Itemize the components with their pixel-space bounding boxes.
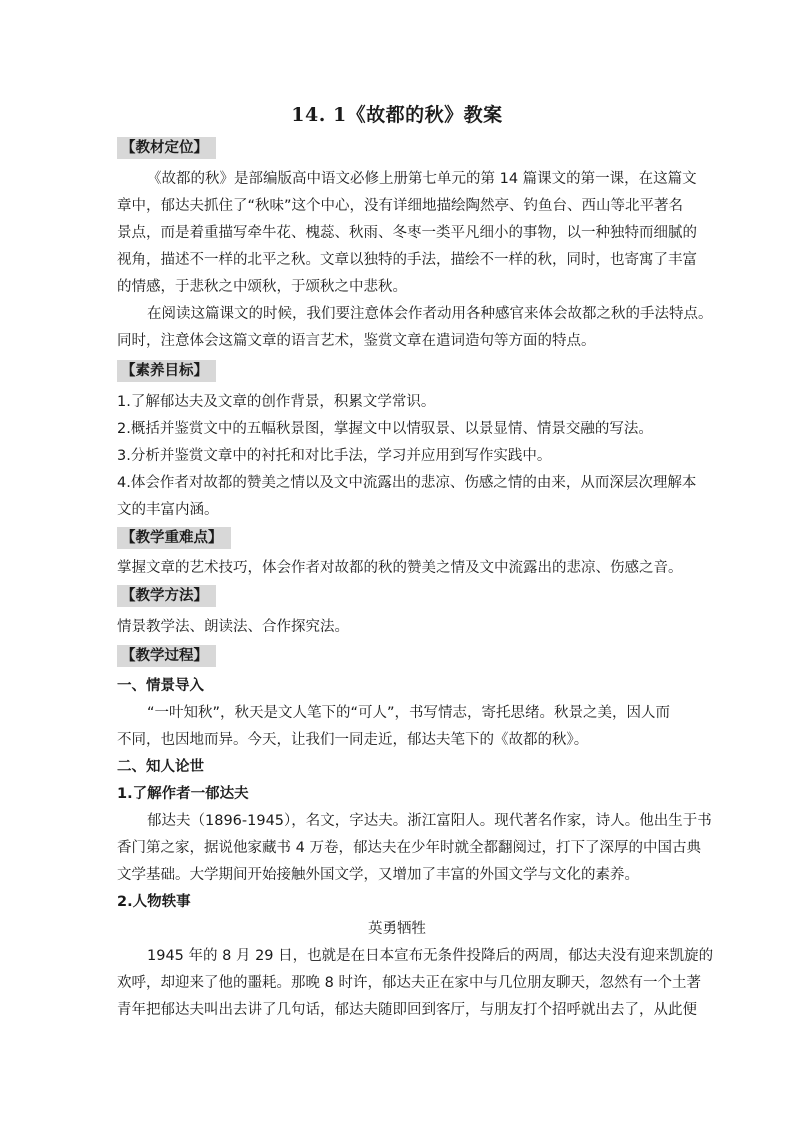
goal-item: 文的丰富内涵。 [117,502,219,518]
paragraph-line: 欢呼，却迎来了他的噩耗。那晚 8 时许，郁达夫正在家中与几位朋友聊天，忽然有一个土著 [117,975,701,991]
section-heading-process: 【教学过程】 [117,645,216,667]
paragraph-line: 郁达夫（1896-1945），名文，字达夫。浙江富阳人。现代著名作家，诗人。他出生于书 [147,813,712,829]
process-subheading-1: 1.了解作者一郁达夫 [117,786,249,802]
paragraph-line: 1945 年的 8 月 29 日，也就是在日本宣布无条件投降后的两周，郁达夫没有迎来凯旋的 [147,948,714,964]
story-title: 英勇牺牲 [368,921,426,937]
paragraph-line: 同时，注意体会这篇文章的语言艺术，鉴赏文章在遣词造句等方面的特点。 [117,333,596,349]
paragraph-line: “一叶知秋”，秋天是文人笔下的“可人”，书写情志，寄托思绪。秋景之美，因人而 [147,705,671,721]
section-heading-textbook: 【教材定位】 [117,137,216,159]
paragraph-line: 青年把郁达夫叫出去讲了几句话，郁达夫随即回到客厅，与朋友打个招呼就出去了，从此便 [117,1002,697,1018]
paragraph-line: 在阅读这篇课文的时候，我们要注意体会作者动用各种感官来体会故都之秋的手法特点。 [147,306,713,322]
paragraph-line: 视角，描述不一样的北平之秋。文章以独特的手法，描绘不一样的秋，同时，也寄寓了丰富 [117,252,697,268]
paragraph-line: 的情感，于悲秋之中颂秋，于颂秋之中悲秋。 [117,279,407,295]
paragraph-line: 文学基础。大学期间开始接触外国文学，又增加了丰富的外国文学与文化的素养。 [117,867,639,883]
paragraph-line: 《故都的秋》是部编版高中语文必修上册第七单元的第 14 篇课文的第一课，在这篇文 [147,171,697,187]
keypoints-text: 掌握文章的艺术技巧，体会作者对故都的秋的赞美之情及文中流露出的悲凉、伤感之音。 [117,560,683,576]
paragraph-line: 不同，也因地而异。今天，让我们一同走近，郁达夫笔下的《故都的秋》。 [117,732,589,748]
section-heading-goals: 【素养目标】 [117,360,216,382]
process-subheading-2: 2.人物轶事 [117,894,191,910]
process-heading-1: 一、情景导入 [117,678,204,694]
goal-item: 1.了解郁达夫及文章的创作背景，积累文学常识。 [117,394,436,410]
process-heading-2: 二、知人论世 [117,759,204,775]
document-title: 14. 1《故都的秋》教案 [291,104,503,126]
goal-item: 2.概括并鉴赏文中的五幅秋景图，掌握文中以情驭景、以景显情、情景交融的写法。 [117,421,653,437]
methods-text: 情景教学法、朗读法、合作探究法。 [117,619,349,635]
paragraph-line: 香门第之家，据说他家藏书 4 万卷，郁达夫在少年时就全都翻阅过，打下了深厚的中国古典 [117,840,701,856]
paragraph-line: 景点，而是着重描写牵牛花、槐蕊、秋雨、冬枣一类平凡细小的事物，以一种独特而细腻的 [117,225,697,241]
section-heading-keypoints: 【教学重难点】 [117,527,231,549]
paragraph-line: 章中，郁达夫抓住了“秋味”这个中心，没有详细地描绘陶然亭、钓鱼台、西山等北平著名 [117,198,684,214]
goal-item: 3.分析并鉴赏文章中的衬托和对比手法，学习并应用到写作实践中。 [117,448,552,464]
goal-item: 4.体会作者对故都的赞美之情以及文中流露出的悲凉、伤感之情的由来，从而深层次理解本 [117,475,697,491]
section-heading-methods: 【教学方法】 [117,585,216,607]
